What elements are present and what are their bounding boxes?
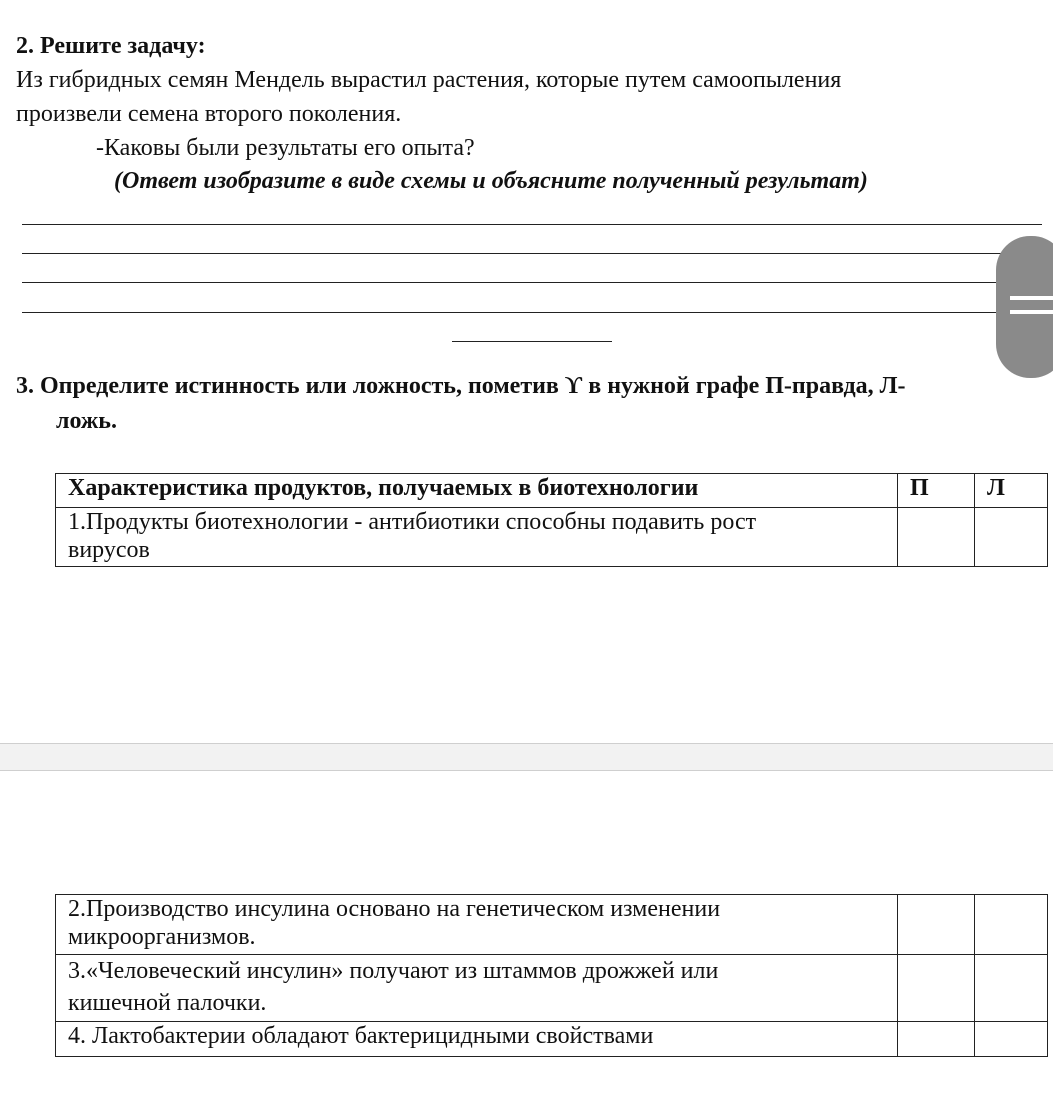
task3-heading-line2: ложь. [56,408,117,434]
drag-handle-icon[interactable] [996,236,1053,378]
header-false: Л [975,474,1048,508]
row2-text: 2.Производство инсулина основано на генетическом изменении микроорганизмов. [56,895,898,955]
row2-false-cell[interactable] [975,895,1048,955]
task3-heading-line1: 3. Определите истинность или ложность, пометив ϒ в нужной графе П-правда, Л- [16,373,906,399]
header-true: П [898,474,975,508]
page-break [0,743,1053,771]
row1-true-cell[interactable] [898,508,975,567]
table-row [56,895,1048,955]
row4-text: 4. Лактобактерии обладают бактерицидными свойствами [56,1022,898,1057]
answer-line [22,312,1042,313]
header-characteristic: Характеристика продуктов, получаемых в биотехнологии [56,474,898,508]
answer-line-short [452,341,612,342]
row1-false-cell[interactable] [975,508,1048,567]
row3-true-cell[interactable] [898,955,975,1022]
task2-text-line2: произвели семена второго поколения. [16,101,402,127]
task2-text-line1: Из гибридных семян Мендель вырастил растения, которые путем самоопыления [16,67,842,93]
task2-heading: 2. Решите задачу: [16,33,206,59]
answer-line [22,253,1042,254]
table-row [56,1022,1048,1057]
row4-false-cell[interactable] [975,1022,1048,1057]
table-row [56,955,1048,1022]
table-row [56,508,1048,567]
row4-true-cell[interactable] [898,1022,975,1057]
task2-instruction: (Ответ изобразите в виде схемы и объясните полученный результат) [114,168,868,194]
task2-question: -Каковы были результаты его опыта? [96,135,475,161]
true-false-table-continued [55,894,1048,1057]
answer-line [22,224,1042,225]
row3-false-cell[interactable] [975,955,1048,1022]
answer-line [22,282,1042,283]
row3-text: 3.«Человеческий инсулин» получают из штаммов дрожжей или кишечной палочки. [56,955,898,1022]
row1-text: 1.Продукты биотехнологии - антибиотики способны подавить рост вирусов [56,508,898,567]
true-false-table [55,473,1048,567]
row2-true-cell[interactable] [898,895,975,955]
